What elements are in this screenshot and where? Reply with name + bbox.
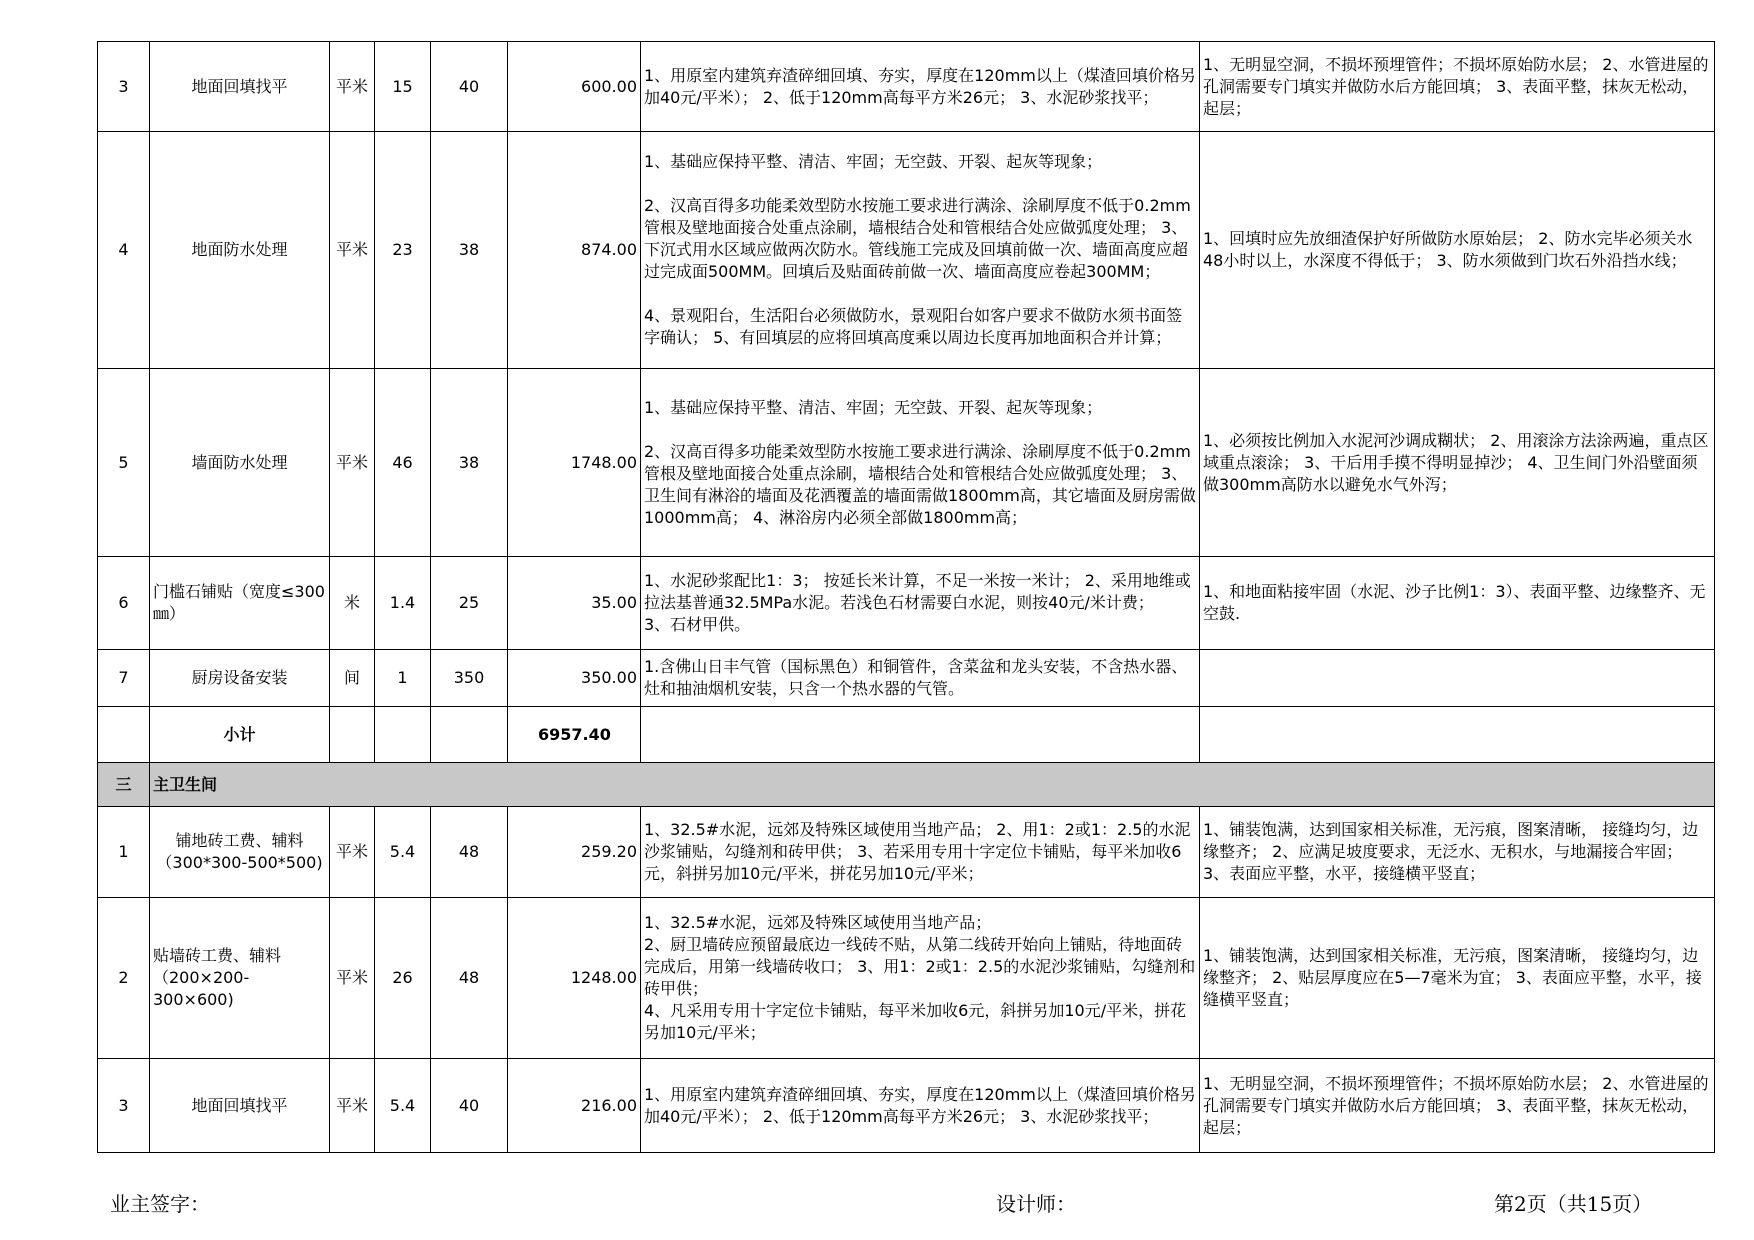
item-name: 墙面防水处理 — [150, 369, 330, 557]
item-description: 1、用原室内建筑弃渣碎细回填、夯实，厚度在120mm以上（煤渣回填价格另加40元/平米）； 2、低于120mm高每平方米26元； 3、水泥砂浆找平； — [641, 42, 1200, 132]
item-number: 3 — [98, 1059, 150, 1153]
table-row — [98, 1059, 1715, 1153]
item-unit-price: 40 — [431, 1059, 508, 1153]
item-name: 地面回填找平 — [150, 42, 330, 132]
item-description: 1、基础应保持平整、清洁、牢固；无空鼓、开裂、起灰等现象； 2、汉高百得多功能柔效型防水按施工要求进行满涂、涂刷厚度不低于0.2mm管根及壁地面接合处重点涂刷，墙根结合处和管根结合处应做弧度处理； 3、下沉式用水区域应做两次防水。管线施工完成及回填前做一次、墙面高度应超过完成面500MM。回填后及贴面砖前做一次、墙面高度应卷起300MM； 4、景观阳台，生活阳台必须做防水，景观阳台如客户要求不做防水须书面签字确认； 5、有回填层的应将回填高度乘以周边长度再加地面积合并计算； — [641, 132, 1200, 369]
item-unit-price: 38 — [431, 132, 508, 369]
item-unit-price: 40 — [431, 42, 508, 132]
item-unit: 平米 — [330, 1059, 375, 1153]
item-total: 874.00 — [508, 132, 641, 369]
item-quantity: 5.4 — [375, 807, 431, 898]
item-acceptance-standard: 1、回填时应先放细渣保护好所做防水原始层； 2、防水完毕必须关水48小时以上，水深度不得低于； 3、防水须做到门坎石外沿挡水线； — [1200, 132, 1715, 369]
item-name: 地面防水处理 — [150, 132, 330, 369]
item-number: 2 — [98, 898, 150, 1059]
item-total: 35.00 — [508, 557, 641, 650]
item-acceptance-standard: 1、铺装饱满，达到国家相关标准，无污痕，图案清晰， 接缝均匀，边缘整齐； 2、贴层厚度应在5—7毫米为宜； 3、表面应平整，水平，接缝横平竖直； — [1200, 898, 1715, 1059]
item-description: 1、32.5#水泥，远郊及特殊区域使用当地产品； 2、用1：2或1：2.5的水泥沙浆铺贴，勾缝剂和砖甲供； 3、若采用专用十字定位卡铺贴，每平米加收6元，斜拼另加10元/平米，拼花另加10元/平米； — [641, 807, 1200, 898]
item-number: 7 — [98, 650, 150, 707]
item-unit-price: 350 — [431, 650, 508, 707]
item-name: 贴墙砖工费、辅料（200×200-300×600) — [150, 898, 330, 1059]
item-total: 600.00 — [508, 42, 641, 132]
item-description: 1.含佛山日丰气管（国标黑色）和铜管件，含菜盆和龙头安装，不含热水器、灶和抽油烟机安装，只含一个热水器的气管。 — [641, 650, 1200, 707]
item-number: 1 — [98, 807, 150, 898]
subtotal-empty-cell — [431, 707, 508, 763]
item-acceptance-standard: 1、无明显空洞，不损坏预埋管件；不损坏原始防水层； 2、水管进屋的孔洞需要专门填实并做防水后方能回填； 3、表面平整，抹灰无松动，起层； — [1200, 42, 1715, 132]
item-number: 4 — [98, 132, 150, 369]
item-quantity: 46 — [375, 369, 431, 557]
table-row — [98, 42, 1715, 132]
item-unit: 平米 — [330, 42, 375, 132]
item-acceptance-standard: 1、必须按比例加入水泥河沙调成糊状； 2、用滚涂方法涂两遍，重点区域重点滚涂； 3、干后用手摸不得明显掉沙； 4、卫生间门外沿壁面须做300mm高防水以避免水气外泻； — [1200, 369, 1715, 557]
subtotal-empty-cell — [641, 707, 1200, 763]
item-acceptance-standard: 1、无明显空洞，不损坏预埋管件；不损坏原始防水层； 2、水管进屋的孔洞需要专门填实并做防水后方能回填； 3、表面平整，抹灰无松动，起层； — [1200, 1059, 1715, 1153]
item-name: 铺地砖工费、辅料（300*300-500*500) — [150, 807, 330, 898]
item-total: 1248.00 — [508, 898, 641, 1059]
item-quantity: 1.4 — [375, 557, 431, 650]
item-unit: 平米 — [330, 132, 375, 369]
item-name: 地面回填找平 — [150, 1059, 330, 1153]
item-acceptance-standard: 1、和地面粘接牢固（水泥、沙子比例1：3）、表面平整、边缘整齐、无空鼓. — [1200, 557, 1715, 650]
item-quantity: 5.4 — [375, 1059, 431, 1153]
item-total: 1748.00 — [508, 369, 641, 557]
item-number: 3 — [98, 42, 150, 132]
owner-signature-label: 业主签字： — [110, 1192, 210, 1216]
item-acceptance-standard — [1200, 650, 1715, 707]
table-row — [98, 369, 1715, 557]
page-number: 第2页（共15页） — [1494, 1192, 1653, 1216]
item-unit-price: 48 — [431, 898, 508, 1059]
quotation-table — [97, 41, 1715, 1153]
table-row — [98, 557, 1715, 650]
item-quantity: 1 — [375, 650, 431, 707]
item-description: 1、水泥砂浆配比1：3； 按延长米计算，不足一米按一米计； 2、采用地维或拉法基普通32.5MPa水泥。若浅色石材需要白水泥，则按40元/米计费； 3、石材甲供。 — [641, 557, 1200, 650]
subtotal-value: 6957.40 — [508, 707, 641, 763]
item-unit: 平米 — [330, 369, 375, 557]
item-acceptance-standard: 1、铺装饱满，达到国家相关标准，无污痕，图案清晰， 接缝均匀，边缘整齐； 2、应满足坡度要求，无泛水、无积水，与地漏接合牢固； 3、表面应平整，水平，接缝横平竖直； — [1200, 807, 1715, 898]
section-number: 三 — [98, 763, 150, 807]
subtotal-empty-cell — [330, 707, 375, 763]
item-number: 5 — [98, 369, 150, 557]
item-unit-price: 38 — [431, 369, 508, 557]
subtotal-empty-cell — [1200, 707, 1715, 763]
subtotal-label: 小计 — [150, 707, 330, 763]
item-total: 259.20 — [508, 807, 641, 898]
item-unit: 平米 — [330, 898, 375, 1059]
item-quantity: 23 — [375, 132, 431, 369]
item-description: 1、用原室内建筑弃渣碎细回填、夯实，厚度在120mm以上（煤渣回填价格另加40元/平米）； 2、低于120mm高每平方米26元； 3、水泥砂浆找平； — [641, 1059, 1200, 1153]
subtotal-row — [98, 707, 1715, 763]
item-unit: 平米 — [330, 807, 375, 898]
subtotal-empty-cell — [375, 707, 431, 763]
item-name: 门槛石铺贴（宽度≤300㎜） — [150, 557, 330, 650]
table-row — [98, 807, 1715, 898]
table-row — [98, 650, 1715, 707]
table-row — [98, 132, 1715, 369]
designer-label: 设计师： — [996, 1192, 1076, 1216]
item-description: 1、32.5#水泥，远郊及特殊区域使用当地产品； 2、厨卫墙砖应预留最底边一线砖不贴，从第二线砖开始向上铺贴，待地面砖 完成后，用第一线墙砖收口； 3、用1：2或1：2.5的水泥沙浆铺贴，勾缝剂和砖甲供； 4、凡采用专用十字定位卡铺贴，每平米加收6元，斜拼另加10元/平米，拼花另加10元/平米； — [641, 898, 1200, 1059]
section-title: 主卫生间 — [150, 763, 1715, 807]
subtotal-empty-cell — [98, 707, 150, 763]
item-unit: 间 — [330, 650, 375, 707]
item-total: 216.00 — [508, 1059, 641, 1153]
item-description: 1、基础应保持平整、清洁、牢固；无空鼓、开裂、起灰等现象； 2、汉高百得多功能柔效型防水按施工要求进行满涂、涂刷厚度不低于0.2mm管根及壁地面接合处重点涂刷，墙根结合处和管根结合处应做弧度处理； 3、卫生间有淋浴的墙面及花洒覆盖的墙面需做1800mm高，其它墙面及厨房需做1000mm高； 4、淋浴房内必须全部做1800mm高； — [641, 369, 1200, 557]
item-quantity: 15 — [375, 42, 431, 132]
item-name: 厨房设备安装 — [150, 650, 330, 707]
item-unit-price: 25 — [431, 557, 508, 650]
item-number: 6 — [98, 557, 150, 650]
item-total: 350.00 — [508, 650, 641, 707]
section-header-row — [98, 763, 1715, 807]
item-quantity: 26 — [375, 898, 431, 1059]
item-unit-price: 48 — [431, 807, 508, 898]
table-row — [98, 898, 1715, 1059]
item-unit: 米 — [330, 557, 375, 650]
